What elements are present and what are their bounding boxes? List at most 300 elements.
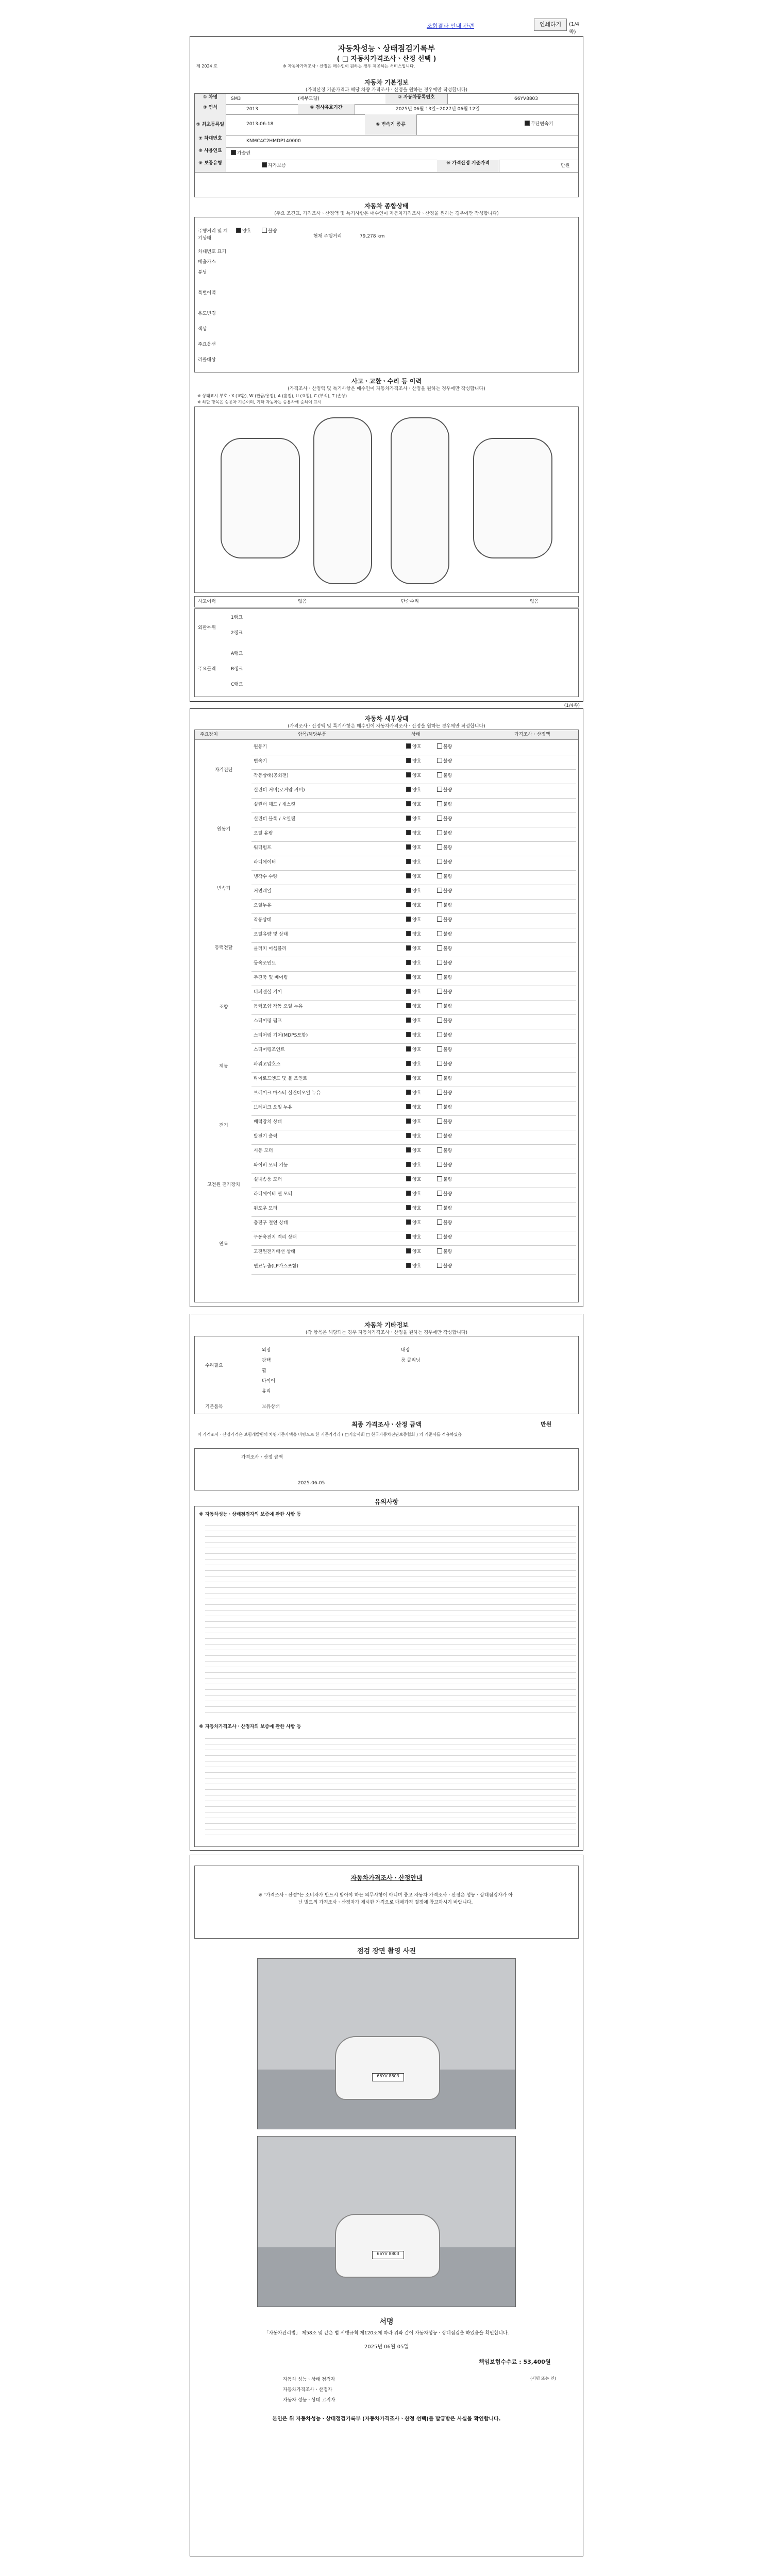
check-icon [406, 1003, 411, 1008]
detail-row-label: 오일 유량 [254, 831, 273, 836]
detail-status-bad: 불량 [437, 758, 452, 765]
rank-1: 2랭크 [231, 631, 243, 636]
sign-date: 2025년 06월 05일 [364, 2344, 409, 2350]
detail-status-bad: 불량 [437, 859, 452, 866]
value-reg-no: 66YV8803 [514, 96, 539, 101]
check-icon [437, 816, 442, 821]
check-icon [437, 931, 442, 936]
detail-row-label: 파워고압호스 [254, 1062, 281, 1067]
value-first-reg: 2013-06-18 [246, 122, 274, 127]
detail-row [251, 740, 576, 755]
other-basic-items: 보유상태 [262, 1404, 280, 1410]
detail-status-good: 양호 [406, 1104, 421, 1111]
state-item-8: 리콜대상 [198, 358, 216, 363]
detail-header-1: 항목/해당부품 [298, 732, 327, 737]
detail-group-label: 조향 [219, 1004, 228, 1010]
detail-status-bad: 불량 [437, 1234, 452, 1241]
check-icon [406, 917, 411, 922]
detail-group-label: 전기 [219, 1123, 228, 1128]
doc-title: 자동차성능ㆍ상태점검기록부 [338, 44, 435, 53]
detail-status-bad: 불량 [437, 1046, 452, 1054]
detail-group-label: 제동 [219, 1063, 228, 1069]
mileage-value: 79,278 km [360, 234, 385, 239]
check-icon [437, 1263, 442, 1268]
detail-status-bad: 불량 [437, 816, 452, 823]
check-icon [406, 888, 411, 893]
detail-row-label: 클러치 어셈블리 [254, 946, 287, 952]
check-icon [406, 758, 411, 763]
detail-row [251, 1014, 576, 1029]
sign-role-1: 자동차 성능ㆍ상태 점검자 [283, 2377, 335, 2382]
state-note: (주요 조견표, 가격조사ㆍ산정액 및 특기사항은 매수인이 자동차가격조사ㆍ산정을 원하는 경우에만 작성합니다) [274, 211, 499, 216]
mileage-label: 현재 주행거리 [313, 234, 342, 239]
check-icon [437, 1191, 442, 1196]
accident-summary [194, 596, 579, 607]
check-icon [437, 787, 442, 792]
detail-status-good: 양호 [406, 902, 421, 909]
detail-row-label: 작동상태 [254, 918, 272, 923]
check-icon [437, 743, 442, 749]
car-outline-left [221, 438, 300, 558]
detail-row-label: 실린더 블록 / 오일팬 [254, 817, 296, 822]
detail-row [251, 1159, 576, 1174]
detail-status-bad: 불량 [437, 1018, 452, 1025]
detail-row-label: 실린더 헤드 / 개스킷 [254, 802, 296, 807]
other-item-0: 외장 [262, 1348, 271, 1353]
detail-status-good: 양호 [406, 816, 421, 823]
label-year: ③ 연식 [195, 104, 226, 114]
detail-status-bad: 불량 [437, 1219, 452, 1227]
page-1 [190, 36, 583, 702]
detail-row-label: 워터펌프 [254, 845, 272, 851]
photo-car [335, 2214, 440, 2278]
detail-status-bad: 불량 [437, 931, 452, 938]
print-button[interactable]: 인쇄하기 [534, 19, 567, 31]
page-number: (1/4쪽) [569, 22, 579, 35]
check-icon [406, 1191, 411, 1196]
remarks-heading-1: ※ 자동차성능ㆍ상태점검자의 보증에 관한 사항 등 [199, 1512, 301, 1517]
detail-status-bad: 불량 [437, 1003, 452, 1010]
detail-status-bad: 불량 [437, 787, 452, 794]
detail-row-label: 윈도우 모터 [254, 1206, 278, 1211]
check-icon [437, 1118, 442, 1124]
basic-title: 자동차 기본정보 [364, 79, 409, 86]
state-item-6: 색상 [198, 327, 207, 332]
detail-status-bad: 불량 [437, 974, 452, 981]
remarks-heading-2: ※ 자동차가격조사ㆍ산정자의 보증에 관한 사항 등 [199, 1724, 301, 1730]
detail-row [251, 856, 576, 871]
detail-row-label: 시동 모터 [254, 1148, 273, 1154]
detail-row [251, 1245, 576, 1260]
check-icon [437, 945, 442, 951]
detail-status-good: 양호 [406, 1046, 421, 1054]
other-title: 자동차 기타정보 [364, 1321, 409, 1329]
sign-text: 「자동차관리법」 제58조 및 같은 법 시행규칙 제120조에 따라 위와 같이 자동차성능ㆍ상태점검을 하였음을 확인합니다. [264, 2331, 509, 2336]
page-4 [190, 1855, 583, 2556]
check-icon [437, 1090, 442, 1095]
detail-status-good: 양호 [406, 1090, 421, 1097]
check-icon [406, 1162, 411, 1167]
check-icon [437, 1219, 442, 1225]
detail-status-good: 양호 [406, 1162, 421, 1169]
repair-label: 단순수리 [401, 599, 419, 604]
detail-row [251, 1087, 576, 1101]
check-icon [406, 1090, 411, 1095]
detail-header-0: 주요장치 [200, 732, 218, 737]
check-icon [406, 902, 411, 907]
check-icon [437, 974, 442, 979]
detail-status-good: 양호 [406, 1219, 421, 1227]
final-table [194, 1448, 579, 1490]
state-item-3: 튜닝 [198, 270, 207, 275]
check-icon [406, 1133, 411, 1138]
doc-subtitle: ( □ 자동차가격조사ㆍ산정 선택 ) [337, 55, 436, 63]
check-icon [406, 974, 411, 979]
other-label-1: 기본품목 [205, 1404, 223, 1410]
check-icon [262, 162, 267, 167]
check-icon [406, 1205, 411, 1210]
detail-row [251, 1260, 576, 1275]
detail-row [251, 1115, 576, 1130]
value-model-detail: (세부모델) [298, 96, 320, 101]
detail-group-label: 동력전달 [214, 945, 233, 951]
detail-row [251, 1130, 576, 1145]
detail-row [251, 885, 576, 900]
fee: 책임보험수수료 : 53,400원 [479, 2359, 551, 2365]
detail-row [251, 1216, 576, 1231]
remarks-text-2 [205, 1733, 576, 1836]
check-icon [406, 1248, 411, 1253]
rank-0: 1랭크 [231, 615, 243, 620]
detail-row-label: 충전구 절연 상태 [254, 1221, 288, 1226]
car-outline-frame [391, 417, 449, 584]
detail-status-good: 양호 [406, 945, 421, 953]
detail-row [251, 1000, 576, 1015]
state-title: 자동차 종합상태 [364, 202, 409, 210]
detail-status-good: 양호 [406, 989, 421, 996]
detail-status-good: 양호 [406, 1234, 421, 1241]
detail-status-bad: 불량 [437, 1075, 452, 1082]
detail-row-label: 작동상태(공회전) [254, 773, 289, 778]
detail-row-label: 브레이크 마스터 실린더오일 누유 [254, 1091, 321, 1096]
detail-row [251, 957, 576, 972]
check-icon [406, 1176, 411, 1181]
detail-row [251, 1231, 576, 1246]
detail-status-good: 양호 [406, 1248, 421, 1256]
page-2-number: (1/4쪽) [564, 703, 580, 708]
detail-title: 자동차 세부상태 [364, 715, 409, 722]
label-vin: ⑦ 차대번호 [195, 135, 226, 147]
check-icon [406, 1219, 411, 1225]
detail-row-label: 오일유량 및 상태 [254, 932, 288, 937]
detail-status-good: 양호 [406, 772, 421, 779]
check-icon [406, 960, 411, 965]
detail-status-bad: 불량 [437, 1133, 452, 1140]
detail-row-label: 디퍼렌셜 기어 [254, 990, 282, 995]
value-year: 2013 [246, 107, 258, 112]
detail-status-good: 양호 [406, 1018, 421, 1025]
remarks-title: 유의사항 [374, 1498, 399, 1505]
check-icon [437, 902, 442, 907]
check-icon [437, 1061, 442, 1066]
check-icon [437, 1205, 442, 1210]
final-note: 이 가격조사ㆍ산정가격은 보험개발원의 차량기준가액을 바탕으로 한 기준가격과 ( □기술사회 □ 한국자동차진단보증협회 ) 의 기준서를 적용하였음 [197, 1432, 462, 1437]
detail-status-good: 양호 [406, 1032, 421, 1039]
detail-status-bad: 불량 [437, 743, 452, 751]
other-item-2: 광택 [262, 1358, 271, 1363]
detail-row-label: 구동축전지 격리 상태 [254, 1235, 297, 1240]
check-icon [406, 1061, 411, 1066]
check-icon [437, 772, 442, 777]
other-item-5: 타이어 [262, 1379, 276, 1384]
check-icon [406, 830, 411, 835]
label-warranty: ⑨ 보증유형 [195, 160, 226, 172]
detail-status-good: 양호 [406, 743, 421, 751]
label-reg-no: ② 자동차등록번호 [385, 94, 448, 104]
state-item-0: 주행거리 및 계기상태 [198, 229, 228, 241]
detail-row-label: 실린더 커버(로커암 커버) [254, 788, 305, 793]
check-icon [437, 1032, 442, 1037]
check-icon [437, 801, 442, 806]
detail-row [251, 986, 576, 1001]
detail-status-bad: 불량 [437, 888, 452, 895]
detail-status-good: 양호 [406, 1176, 421, 1183]
check-icon [437, 888, 442, 893]
detail-group-label: 고전원 전기장치 [207, 1182, 240, 1188]
page-2 [190, 703, 583, 1307]
value-transmission: 무단변속기 [525, 121, 553, 128]
detail-row [251, 870, 576, 885]
detail-status-good: 양호 [406, 931, 421, 938]
detail-status-good: 양호 [406, 758, 421, 765]
detail-status-good: 양호 [406, 1061, 421, 1068]
car-outline-right [473, 438, 552, 558]
row-model [195, 94, 578, 105]
detail-row [251, 827, 576, 842]
check-icon [406, 1075, 411, 1080]
info-link[interactable]: 조회결과 안내 관련 [427, 23, 475, 29]
other-table [194, 1336, 579, 1414]
detail-status-bad: 불량 [437, 960, 452, 967]
state-table [194, 217, 579, 372]
check-icon [406, 1046, 411, 1052]
detail-status-good: 양호 [406, 1118, 421, 1126]
detail-row-label: 타이로드엔드 및 볼 조인트 [254, 1076, 308, 1081]
state-item-2: 배출가스 [198, 260, 216, 265]
check-icon [437, 1176, 442, 1181]
detail-status-good: 양호 [406, 1147, 421, 1155]
rank-2: A랭크 [231, 651, 243, 656]
detail-row-label: 배력장치 상태 [254, 1120, 282, 1125]
state-item-1: 차대번호 표기 [198, 249, 227, 255]
detail-status-bad: 불량 [437, 902, 452, 909]
check-icon [406, 844, 411, 850]
notice-text: ※ "가격조사ㆍ산정"는 소비자가 반드시 받아야 하는 의무사항이 아니며 중고 자동차 가격조사ㆍ산정은 성능ㆍ상태점검자가 아닌 별도의 가격조사ㆍ산정자가 제시한 가격으로 매매가격 결정에 참고하시기 바랍니다. [258, 1893, 513, 1905]
accident-note: (가격조사ㆍ산정액 및 특기사항은 매수인이 자동차가격조사ㆍ산정을 원하는 경우에만 작성합니다) [288, 386, 485, 392]
row-vin [195, 135, 578, 148]
basic-note: (가격산정 기준가격과 해당 차량 가격조사ㆍ산정을 원하는 경우에만 작성합니다) [306, 88, 467, 93]
state-item-4: 특별이력 [198, 291, 216, 296]
inspection-photo-rear [257, 2136, 516, 2307]
detail-status-good: 양호 [406, 1205, 421, 1212]
detail-row-label: 동력조향 작동 오일 누유 [254, 1004, 303, 1009]
detail-status-good: 양호 [406, 1133, 421, 1140]
doc-number-note: ※ 자동차가격조사ㆍ산정은 매수인이 원하는 경우 제공하는 서비스입니다. [283, 64, 415, 69]
detail-group-label: 변속기 [216, 886, 231, 891]
detail-status-bad: 불량 [437, 873, 452, 880]
check-icon [406, 801, 411, 806]
basic-info-table [194, 93, 579, 197]
rank-4: C랭크 [231, 682, 243, 687]
check-icon [437, 960, 442, 965]
detail-status-bad: 불량 [437, 830, 452, 837]
label-first-reg: ⑤ 최초등록일 [195, 114, 226, 135]
state-bad-0: 불량 [262, 228, 277, 235]
detail-status-bad: 불량 [437, 772, 452, 779]
accident-title: 사고ㆍ교환ㆍ수리 등 이력 [351, 378, 422, 385]
check-icon [406, 945, 411, 951]
notice-box [194, 1866, 579, 1939]
check-icon [437, 1133, 442, 1138]
state-good-0: 양호 [236, 228, 251, 235]
detail-group-label: 연료 [219, 1241, 228, 1247]
remarks-box [194, 1506, 579, 1847]
other-item-6: 유리 [262, 1389, 271, 1394]
frame-label: 주요골격 [198, 667, 216, 672]
final-unit: 만원 [541, 1421, 552, 1428]
detail-row-label: 스티어링 펌프 [254, 1019, 282, 1024]
detail-status-bad: 불량 [437, 1090, 452, 1097]
final-title: 최종 가격조사ㆍ산정 금액 [351, 1421, 422, 1428]
check-icon [262, 228, 267, 233]
detail-status-good: 양호 [406, 873, 421, 880]
check-icon [406, 1018, 411, 1023]
label-transmission: ⑥ 변속기 종류 [365, 114, 417, 135]
notice-title: 자동차가격조사ㆍ산정안내 [350, 1874, 423, 1882]
detail-row [251, 1144, 576, 1159]
check-icon [406, 1104, 411, 1109]
detail-status-good: 양호 [406, 960, 421, 967]
detail-row-label: 등속조인트 [254, 961, 276, 966]
detail-row-label: 실내송풍 모터 [254, 1177, 282, 1182]
detail-row [251, 784, 576, 799]
other-note: (각 항목은 해당되는 경우 자동차가격조사ㆍ산정을 원하는 경우에만 작성합니다) [306, 1330, 467, 1335]
detail-header [195, 730, 578, 740]
check-icon [406, 772, 411, 777]
detail-row [251, 755, 576, 770]
detail-row [251, 769, 576, 784]
check-icon [437, 1104, 442, 1109]
detail-status-good: 양호 [406, 1003, 421, 1010]
value-model: SM3 [231, 96, 241, 101]
doc-number: 제 2024 호 [196, 64, 217, 69]
detail-status-bad: 불량 [437, 945, 452, 953]
detail-row-label: 오일누유 [254, 903, 272, 908]
detail-status-bad: 불량 [437, 801, 452, 808]
check-icon [437, 1075, 442, 1080]
detail-row-label: 발전기 출력 [254, 1134, 278, 1139]
detail-status-bad: 불량 [437, 1118, 452, 1126]
legend-2: ※ 하단 항목은 승용차 기준이며, 기타 자동차는 승용차에 준하여 표시 [197, 400, 322, 404]
detail-row-label: 스티어링 기어(MDPS포함) [254, 1033, 308, 1038]
check-icon [406, 787, 411, 792]
check-icon [437, 844, 442, 850]
check-icon [406, 1118, 411, 1124]
car-outline-top [313, 417, 372, 584]
detail-status-bad: 불량 [437, 1263, 452, 1270]
detail-row [251, 899, 576, 914]
detail-status-bad: 불량 [437, 1147, 452, 1155]
check-icon [437, 873, 442, 878]
accident-label: 사고이력 [198, 599, 216, 604]
check-icon [437, 830, 442, 835]
label-fuel: ⑧ 사용연료 [195, 147, 226, 160]
check-icon [437, 859, 442, 864]
rank-table [194, 608, 579, 697]
row-year [195, 104, 578, 115]
detail-header-3: 가격조사ㆍ산정액 [514, 732, 550, 737]
remarks-lines-2 [205, 1733, 576, 1836]
price-label: 가격조사ㆍ산정 금액 [241, 1455, 283, 1460]
other-item-3: 룸 클리닝 [401, 1358, 421, 1363]
check-icon [437, 1162, 442, 1167]
detail-status-bad: 불량 [437, 989, 452, 996]
detail-row [251, 1101, 576, 1116]
license-plate: 66YV 8803 [372, 2251, 404, 2259]
license-plate: 66YV 8803 [372, 2073, 404, 2081]
detail-table [194, 730, 579, 1302]
detail-status-bad: 불량 [437, 1061, 452, 1068]
photo-car [335, 2036, 440, 2100]
value-vin: KNMC4C2HMDP140000 [246, 139, 301, 144]
detail-row-label: 라디에이터 팬 모터 [254, 1192, 293, 1197]
detail-row-label: 원동기 [254, 744, 267, 750]
detail-row [251, 1173, 576, 1188]
detail-status-good: 양호 [406, 1191, 421, 1198]
check-icon [437, 1248, 442, 1253]
detail-status-good: 양호 [406, 1075, 421, 1082]
detail-row [251, 928, 576, 943]
detail-status-bad: 불량 [437, 1205, 452, 1212]
detail-row-label: 고전원전기배선 상태 [254, 1249, 296, 1255]
detail-row [251, 913, 576, 928]
top-toolbar [190, 14, 582, 35]
state-item-7: 주요옵션 [198, 342, 216, 347]
detail-status-bad: 불량 [437, 1162, 452, 1169]
check-icon [406, 1032, 411, 1037]
detail-status-good: 양호 [406, 787, 421, 794]
detail-row [251, 798, 576, 813]
detail-row [251, 812, 576, 827]
remarks-lines-1 [205, 1520, 576, 1716]
check-icon [525, 121, 530, 126]
detail-row-label: 라디에이터 [254, 860, 276, 865]
sign-role-3: 자동차 성능ㆍ상태 고지자 [283, 2398, 335, 2403]
check-icon [406, 873, 411, 878]
detail-status-bad: 불량 [437, 1032, 452, 1039]
legend-1: ※ 상태표시 부호 : X (교환), W (판금/용접), A (흠집), U (요철), C (부식), T (손상) [197, 394, 347, 398]
detail-status-good: 양호 [406, 801, 421, 808]
detail-row [251, 1072, 576, 1087]
footer: 본인은 위 자동차성능ㆍ상태점검기록부 (자동차가격조사ㆍ산정 선택)를 발급받은 사실을 확인합니다. [272, 2416, 501, 2422]
row-warranty [195, 160, 578, 173]
row-fuel [195, 147, 578, 160]
car-diagram [194, 406, 579, 593]
value-inspection: 2025년 06월 13일~2027년 06월 12일 [396, 107, 480, 112]
photo-title: 점검 장면 촬영 사진 [357, 1947, 416, 1955]
sign-stamp: (서명 또는 인) [530, 2376, 556, 2381]
check-icon [406, 743, 411, 749]
